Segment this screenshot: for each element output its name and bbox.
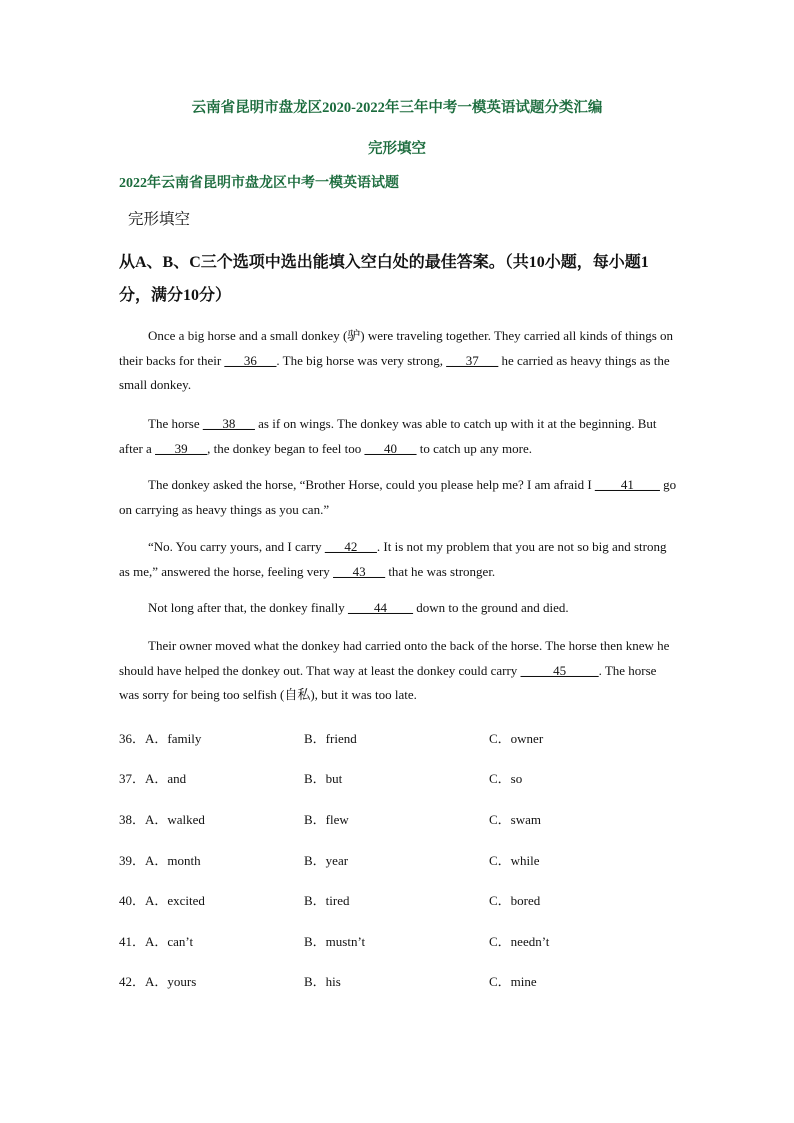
text: . It is not my problem that you are not so big and strong as me,” answered the horse, feeling very [119, 539, 667, 579]
option-a: 36．A．family [119, 731, 202, 746]
text: The donkey asked the horse, “Brother Horse, could you please help me? I am afraid I [148, 477, 595, 492]
option-a: 42．A．yours [119, 974, 197, 989]
passage-paragraph-6 [119, 634, 679, 708]
text: as if on wings. The donkey was able to catch up with it at the beginning. But after a [119, 416, 657, 456]
blank-41: ____41____ [594, 477, 660, 492]
text: that he was stronger. [385, 563, 496, 579]
text: “No. You carry yours, and I carry [148, 539, 325, 554]
blank-40: ___40___ [364, 440, 417, 456]
passage-paragraph-1 [119, 324, 679, 398]
text: . The big horse was very strong, [276, 352, 447, 368]
blank-36: ___36___ [224, 352, 277, 368]
text: Not long after that, the donkey finally [148, 600, 349, 615]
subtitle: 完形填空 [368, 141, 426, 157]
text: he carried as heavy things as the small donkey. [119, 352, 670, 392]
option-c: C．mine [489, 974, 537, 989]
option-b: B．year [304, 853, 349, 868]
section-label: 完形填空 [128, 211, 191, 228]
option-b: B．his [304, 974, 341, 989]
text: . The horse was sorry for being too selfish (自私), but it was too late. [119, 662, 657, 702]
text: go on carrying as heavy things as you can.” [119, 477, 677, 517]
blank-42: ___42___ [324, 539, 377, 554]
option-a: 38．A．walked [119, 812, 205, 827]
option-b: B．but [304, 771, 343, 786]
text: The horse [148, 416, 203, 431]
option-b: B．friend [304, 731, 357, 746]
blank-38: ___38___ [202, 416, 255, 431]
option-c: C．owner [489, 731, 544, 746]
blank-43: ___43___ [333, 563, 386, 579]
passage-paragraph-3 [119, 473, 679, 522]
option-b: B．mustn’t [304, 934, 366, 949]
option-c: C．swam [489, 812, 542, 827]
text: to catch up any more. [416, 440, 533, 456]
option-c: C．needn’t [489, 934, 550, 949]
instruction: 从A、B、C三个选项中选出能填入空白处的最佳答案。（共10小题，每小题1分，满分10分） [119, 254, 649, 304]
text: down to the ground and died. [413, 600, 569, 615]
option-c: C．bored [489, 893, 541, 908]
passage-paragraph-2 [119, 412, 679, 461]
text: Once a big horse and a small donkey (驴) were traveling together. They carried all kinds of things on their backs for their [119, 328, 674, 368]
option-a: 41．A．can’t [119, 934, 194, 949]
blank-37: ___37___ [446, 352, 499, 368]
blank-39: ___39___ [155, 440, 208, 456]
text: , the donkey began to feel too [207, 440, 365, 456]
option-c: C．while [489, 853, 540, 868]
option-b: B．tired [304, 893, 350, 908]
exam-title: 2022年云南省昆明市盘龙区中考一模英语试题 [119, 176, 399, 191]
blank-44: ____44____ [348, 600, 414, 615]
option-b: B．flew [304, 812, 349, 827]
passage-paragraph-4 [119, 535, 679, 584]
option-a: 40．A．excited [119, 893, 205, 908]
text: Their owner moved what the donkey had carried onto the back of the horse. The horse then knew he should have helped the donkey out. That way at least the donkey could carry [119, 638, 670, 678]
option-a: 39．A．month [119, 853, 201, 868]
option-c: C．so [489, 771, 523, 786]
blank-45: _____45_____ [520, 662, 599, 678]
main-title: 云南省昆明市盘龙区2020-2022年三年中考一模英语试题分类汇编 [191, 100, 603, 116]
option-a: 37．A．and [119, 771, 187, 786]
passage-paragraph-5 [119, 596, 679, 621]
